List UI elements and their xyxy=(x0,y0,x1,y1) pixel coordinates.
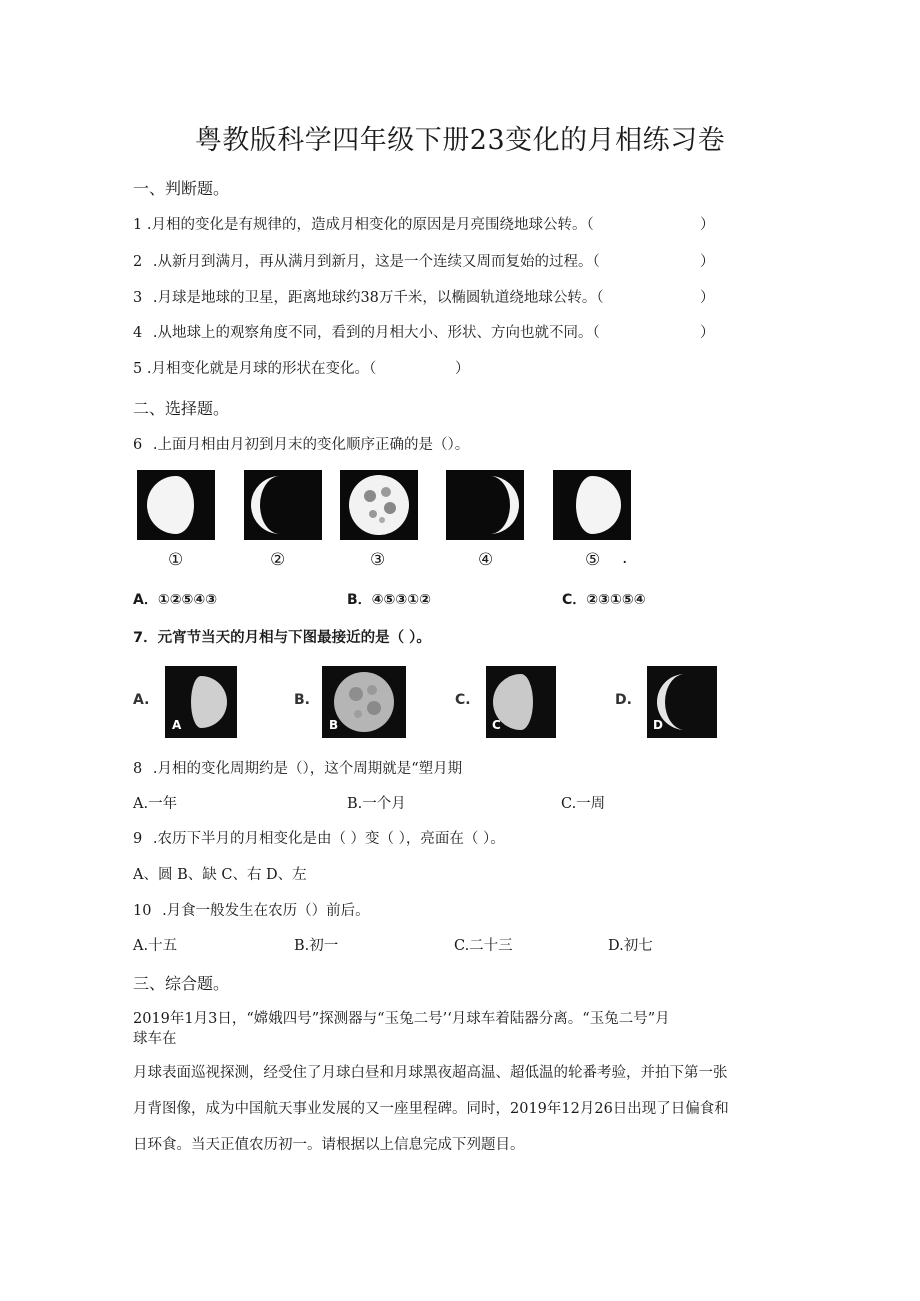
q8-option-c[interactable]: C.一周 xyxy=(561,796,606,812)
answer-paren-close: ） xyxy=(700,254,715,270)
q7-option-b[interactable]: B. xyxy=(294,692,310,708)
moon-label-5: ⑤ xyxy=(585,550,601,570)
image-letter-b: B xyxy=(329,718,339,732)
moon-label-2: ② xyxy=(270,550,286,570)
image-letter-d: D xyxy=(653,718,663,732)
moon-label-3: ③ xyxy=(370,550,386,570)
answer-paren-close: ） xyxy=(700,290,715,306)
question-text: .从地球上的观察角度不同，看到的月相大小、形状、方向也就不同。（ xyxy=(152,325,600,341)
q10-option-a[interactable]: A.十五 xyxy=(133,938,178,954)
question-text: .月相变化就是月球的形状在变化。（ xyxy=(146,361,377,377)
q6-option-b[interactable]: B．④⑤③①② xyxy=(347,592,431,608)
question-text: .月相的变化是有规律的，造成月相变化的原因是月亮围绕地球公转。（ xyxy=(146,217,594,233)
section-heading-comprehensive: 三、综合题。 xyxy=(133,974,230,993)
moon-label-4: ④ xyxy=(478,550,494,570)
answer-paren-close: ） xyxy=(700,325,715,341)
moon-image-5 xyxy=(553,470,631,540)
q6-option-a[interactable]: A．①②⑤④③ xyxy=(133,592,218,608)
passage-line-5: 日环食。当天正值农历初一。请根据以上信息完成下列题目。 xyxy=(133,1137,525,1153)
question-number: 10 xyxy=(133,903,152,919)
question-number: 5 xyxy=(133,361,143,377)
question-10 xyxy=(133,899,370,920)
answer-paren-close: ） xyxy=(700,217,715,233)
section-heading-judgment: 一、判断题。 xyxy=(133,179,230,198)
question-8 xyxy=(133,757,462,778)
question-text: .月食一般发生在农历（）前后。 xyxy=(162,903,370,919)
q10-option-d[interactable]: D.初七 xyxy=(608,938,653,954)
question-7: 7．元宵节当天的月相与下图最接近的是（ ）。 xyxy=(133,630,431,646)
question-4 xyxy=(133,321,600,342)
question-6 xyxy=(133,433,469,454)
question-text: .上面月相由月初到月末的变化顺序正确的是（）。 xyxy=(152,437,470,453)
q8-option-a[interactable]: A.一年 xyxy=(133,796,178,812)
question-number: 3 xyxy=(133,290,143,306)
q9-options: A、圆 B、缺 C、右 D、左 xyxy=(133,867,307,883)
q10-option-c[interactable]: C.二十三 xyxy=(454,938,513,954)
moon-image-2 xyxy=(244,470,322,540)
image-letter-a: A xyxy=(172,718,182,732)
q7-option-d[interactable]: D. xyxy=(615,692,632,708)
moon-image-4 xyxy=(446,470,524,540)
question-text: .月球是地球的卫星，距离地球约38万千米，以椭圆轨道绕地球公转。（ xyxy=(152,290,604,306)
question-number: 8 xyxy=(133,761,143,777)
question-text: .从新月到满月，再从满月到新月，这是一个连续又周而复始的过程。（ xyxy=(152,254,600,270)
question-5 xyxy=(133,357,376,378)
question-number: 2 xyxy=(133,254,143,270)
question-number: 6 xyxy=(133,437,143,453)
passage-line-4: 月背图像，成为中国航天事业发展的又一座里程碑。同时，2019年12月26日出现了日偏食和 xyxy=(133,1101,729,1117)
question-1 xyxy=(133,213,594,234)
question-9 xyxy=(133,827,505,848)
question-number: 4 xyxy=(133,325,143,341)
moon-image-3 xyxy=(340,470,418,540)
passage-line-2: 球车在 xyxy=(133,1031,177,1047)
moon-image-1 xyxy=(137,470,215,540)
question-number: 9 xyxy=(133,831,143,847)
question-text: .月相的变化周期约是（），这个周期就是“塑月期 xyxy=(152,761,463,777)
passage-line-1: 2019年1月3日，“嫦娥四号”探测器与“玉兔二号’‘月球车着陆器分离。“玉兔二号”月 xyxy=(133,1011,670,1027)
q6-option-c[interactable]: C．②③①⑤④ xyxy=(562,592,646,608)
question-number: 1 xyxy=(133,217,143,233)
question-text: .农历下半月的月相变化是由（ ）变（ ），亮面在（ ）。 xyxy=(152,831,505,847)
moon-label-trail: . xyxy=(622,548,628,568)
section-heading-choice: 二、选择题。 xyxy=(133,399,230,418)
answer-paren-close: ） xyxy=(455,361,470,377)
image-letter-c: C xyxy=(492,718,501,732)
q8-option-b[interactable]: B.一个月 xyxy=(347,796,406,812)
q10-option-b[interactable]: B.初一 xyxy=(294,938,339,954)
moon-label-1: ① xyxy=(168,550,184,570)
q7-option-c[interactable]: C. xyxy=(455,692,471,708)
q7-option-a[interactable]: A. xyxy=(133,692,150,708)
question-2 xyxy=(133,250,600,271)
page-title: 粤教版科学四年级下册23变化的月相练习卷 xyxy=(194,125,726,156)
question-3 xyxy=(133,286,604,307)
passage-line-3: 月球表面巡视探测，经受住了月球白昼和月球黑夜超高温、超低温的轮番考验，并拍下第一张 xyxy=(133,1065,728,1081)
